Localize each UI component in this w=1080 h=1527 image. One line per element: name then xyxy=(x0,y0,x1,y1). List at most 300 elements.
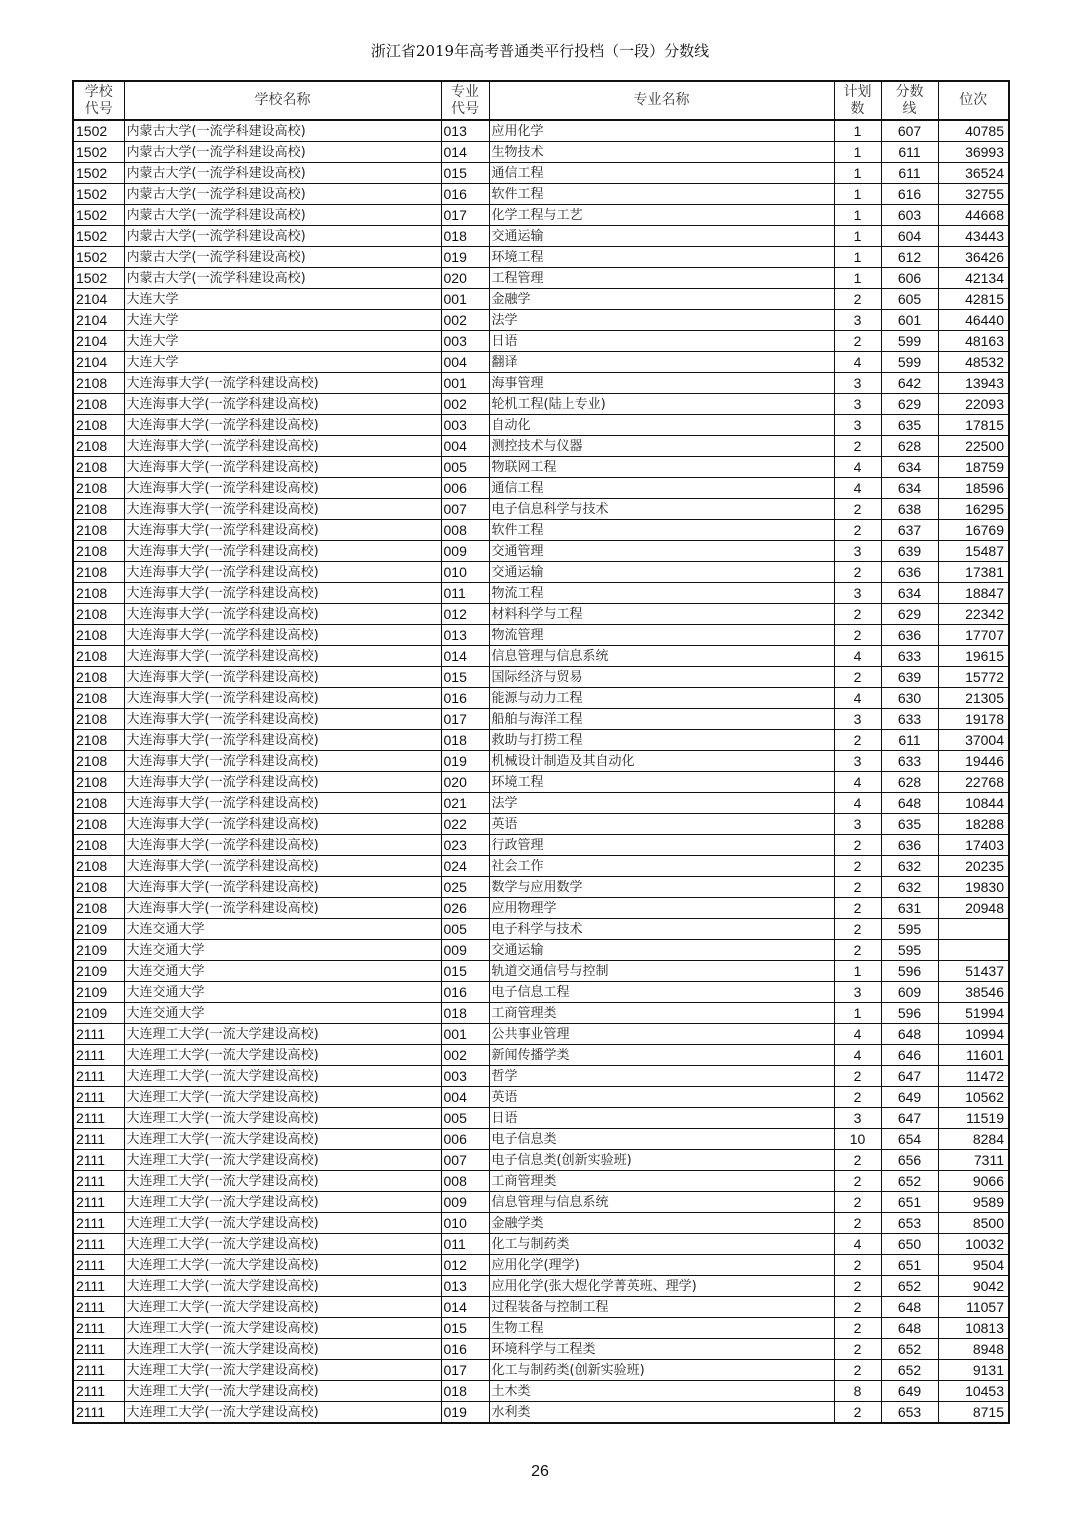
header-rank: 位次 xyxy=(938,81,1009,120)
cell-major-name: 软件工程 xyxy=(489,184,834,205)
cell-school-code: 2108 xyxy=(73,856,124,877)
table-body xyxy=(73,120,1009,1423)
cell-rank: 19178 xyxy=(938,709,1009,730)
cell-rank: 11601 xyxy=(938,1045,1009,1066)
table-row xyxy=(73,1108,1009,1129)
cell-plan: 2 xyxy=(834,856,881,877)
cell-plan: 2 xyxy=(834,1066,881,1087)
cell-rank: 15487 xyxy=(938,541,1009,562)
cell-major-name: 应用化学 xyxy=(489,120,834,142)
cell-plan: 2 xyxy=(834,562,881,583)
cell-major-name: 应用化学(张大煜化学菁英班、理学) xyxy=(489,1276,834,1297)
cell-plan: 1 xyxy=(834,268,881,289)
cell-plan: 4 xyxy=(834,1045,881,1066)
cell-major-code: 019 xyxy=(441,247,489,268)
cell-plan: 2 xyxy=(834,1402,881,1424)
cell-school-code: 2108 xyxy=(73,688,124,709)
cell-school-name: 大连海事大学(一流学科建设高校) xyxy=(124,436,441,457)
cell-major-name: 工程管理 xyxy=(489,268,834,289)
cell-major-code: 020 xyxy=(441,772,489,793)
table-row xyxy=(73,1066,1009,1087)
cell-school-name: 大连海事大学(一流学科建设高校) xyxy=(124,583,441,604)
cell-school-code: 2108 xyxy=(73,520,124,541)
cell-rank: 22342 xyxy=(938,604,1009,625)
cell-school-code: 2108 xyxy=(73,583,124,604)
cell-major-name: 应用化学(理学) xyxy=(489,1255,834,1276)
table-row xyxy=(73,163,1009,184)
cell-school-code: 2104 xyxy=(73,331,124,352)
cell-school-name: 大连理工大学(一流大学建设高校) xyxy=(124,1045,441,1066)
cell-plan: 1 xyxy=(834,205,881,226)
cell-rank: 20948 xyxy=(938,898,1009,919)
cell-major-name: 日语 xyxy=(489,1108,834,1129)
cell-school-code: 2108 xyxy=(73,478,124,499)
cell-major-code: 008 xyxy=(441,1171,489,1192)
cell-school-name: 大连海事大学(一流学科建设高校) xyxy=(124,898,441,919)
cell-major-code: 010 xyxy=(441,562,489,583)
cell-rank xyxy=(938,919,1009,940)
cell-rank: 10844 xyxy=(938,793,1009,814)
cell-score: 651 xyxy=(881,1255,938,1276)
cell-plan: 8 xyxy=(834,1381,881,1402)
table-row xyxy=(73,646,1009,667)
cell-rank: 8715 xyxy=(938,1402,1009,1424)
cell-school-name: 大连理工大学(一流大学建设高校) xyxy=(124,1087,441,1108)
cell-rank: 18847 xyxy=(938,583,1009,604)
cell-school-code: 2108 xyxy=(73,730,124,751)
cell-rank: 22093 xyxy=(938,394,1009,415)
cell-score: 611 xyxy=(881,142,938,163)
table-row xyxy=(73,856,1009,877)
table-row xyxy=(73,793,1009,814)
table-row xyxy=(73,541,1009,562)
cell-plan: 3 xyxy=(834,709,881,730)
table-row xyxy=(73,1087,1009,1108)
cell-major-code: 013 xyxy=(441,1276,489,1297)
cell-major-name: 自动化 xyxy=(489,415,834,436)
cell-rank: 17707 xyxy=(938,625,1009,646)
cell-rank: 18596 xyxy=(938,478,1009,499)
cell-score: 649 xyxy=(881,1381,938,1402)
cell-school-code: 2108 xyxy=(73,751,124,772)
cell-school-name: 内蒙古大学(一流学科建设高校) xyxy=(124,163,441,184)
cell-rank: 22500 xyxy=(938,436,1009,457)
cell-major-name: 轨道交通信号与控制 xyxy=(489,961,834,982)
cell-school-code: 2108 xyxy=(73,562,124,583)
cell-major-code: 002 xyxy=(441,394,489,415)
cell-school-code: 2108 xyxy=(73,373,124,394)
cell-rank: 37004 xyxy=(938,730,1009,751)
header-school-name: 学校名称 xyxy=(124,81,441,120)
table-row xyxy=(73,1129,1009,1150)
cell-score: 648 xyxy=(881,793,938,814)
cell-major-code: 023 xyxy=(441,835,489,856)
cell-rank: 17403 xyxy=(938,835,1009,856)
cell-major-code: 006 xyxy=(441,1129,489,1150)
cell-school-code: 2108 xyxy=(73,877,124,898)
cell-major-name: 交通运输 xyxy=(489,940,834,961)
page-number: 26 xyxy=(531,1463,549,1480)
cell-major-code: 019 xyxy=(441,1402,489,1424)
cell-major-name: 英语 xyxy=(489,814,834,835)
cell-major-code: 014 xyxy=(441,646,489,667)
cell-rank: 9504 xyxy=(938,1255,1009,1276)
cell-school-name: 大连交通大学 xyxy=(124,982,441,1003)
cell-score: 616 xyxy=(881,184,938,205)
cell-major-name: 电子信息类 xyxy=(489,1129,834,1150)
cell-school-code: 2108 xyxy=(73,898,124,919)
cell-plan: 4 xyxy=(834,1024,881,1045)
cell-plan: 2 xyxy=(834,730,881,751)
table-row xyxy=(73,1297,1009,1318)
table-row xyxy=(73,625,1009,646)
cell-major-code: 004 xyxy=(441,352,489,373)
table-row xyxy=(73,1255,1009,1276)
cell-plan: 2 xyxy=(834,919,881,940)
cell-major-code: 011 xyxy=(441,583,489,604)
cell-rank: 32755 xyxy=(938,184,1009,205)
cell-score: 629 xyxy=(881,394,938,415)
cell-major-code: 018 xyxy=(441,1003,489,1024)
cell-plan: 2 xyxy=(834,940,881,961)
cell-score: 632 xyxy=(881,856,938,877)
cell-score: 595 xyxy=(881,919,938,940)
cell-score: 637 xyxy=(881,520,938,541)
cell-school-name: 大连理工大学(一流大学建设高校) xyxy=(124,1255,441,1276)
cell-school-code: 2111 xyxy=(73,1045,124,1066)
cell-plan: 4 xyxy=(834,688,881,709)
table-row xyxy=(73,1276,1009,1297)
cell-school-name: 大连交通大学 xyxy=(124,940,441,961)
cell-plan: 2 xyxy=(834,1150,881,1171)
cell-major-code: 018 xyxy=(441,730,489,751)
cell-major-code: 025 xyxy=(441,877,489,898)
cell-score: 648 xyxy=(881,1024,938,1045)
cell-major-code: 018 xyxy=(441,1381,489,1402)
cell-rank: 9066 xyxy=(938,1171,1009,1192)
cell-major-code: 017 xyxy=(441,205,489,226)
table-row xyxy=(73,1381,1009,1402)
cell-major-code: 012 xyxy=(441,604,489,625)
cell-school-code: 2111 xyxy=(73,1276,124,1297)
table-row xyxy=(73,226,1009,247)
cell-rank: 46440 xyxy=(938,310,1009,331)
cell-plan: 2 xyxy=(834,289,881,310)
cell-major-name: 信息管理与信息系统 xyxy=(489,1192,834,1213)
table-row xyxy=(73,289,1009,310)
cell-major-name: 哲学 xyxy=(489,1066,834,1087)
cell-score: 611 xyxy=(881,163,938,184)
cell-plan: 1 xyxy=(834,961,881,982)
cell-school-code: 2111 xyxy=(73,1024,124,1045)
cell-score: 605 xyxy=(881,289,938,310)
cell-rank: 36993 xyxy=(938,142,1009,163)
cell-plan: 1 xyxy=(834,184,881,205)
cell-rank: 48532 xyxy=(938,352,1009,373)
cell-school-name: 大连理工大学(一流大学建设高校) xyxy=(124,1150,441,1171)
cell-score: 599 xyxy=(881,352,938,373)
cell-plan: 3 xyxy=(834,1108,881,1129)
cell-major-code: 006 xyxy=(441,478,489,499)
cell-plan: 3 xyxy=(834,751,881,772)
cell-rank: 40785 xyxy=(938,120,1009,142)
cell-major-code: 017 xyxy=(441,1360,489,1381)
cell-major-name: 环境工程 xyxy=(489,772,834,793)
cell-plan: 2 xyxy=(834,436,881,457)
cell-school-name: 大连海事大学(一流学科建设高校) xyxy=(124,856,441,877)
cell-score: 595 xyxy=(881,940,938,961)
cell-school-code: 2111 xyxy=(73,1129,124,1150)
cell-plan: 3 xyxy=(834,982,881,1003)
cell-major-name: 日语 xyxy=(489,331,834,352)
cell-major-name: 法学 xyxy=(489,793,834,814)
cell-rank: 44668 xyxy=(938,205,1009,226)
cell-major-code: 009 xyxy=(441,940,489,961)
cell-major-name: 过程装备与控制工程 xyxy=(489,1297,834,1318)
cell-major-name: 电子信息工程 xyxy=(489,982,834,1003)
cell-plan: 2 xyxy=(834,667,881,688)
cell-major-name: 交通运输 xyxy=(489,562,834,583)
table-row xyxy=(73,814,1009,835)
table-row xyxy=(73,604,1009,625)
table-row xyxy=(73,982,1009,1003)
cell-school-code: 2109 xyxy=(73,982,124,1003)
table-row xyxy=(73,709,1009,730)
cell-plan: 2 xyxy=(834,1192,881,1213)
cell-school-name: 大连交通大学 xyxy=(124,961,441,982)
cell-school-code: 2111 xyxy=(73,1108,124,1129)
cell-major-name: 法学 xyxy=(489,310,834,331)
cell-score: 604 xyxy=(881,226,938,247)
cell-school-name: 大连理工大学(一流大学建设高校) xyxy=(124,1066,441,1087)
cell-school-name: 大连海事大学(一流学科建设高校) xyxy=(124,457,441,478)
cell-major-code: 017 xyxy=(441,709,489,730)
cell-major-name: 化工与制药类 xyxy=(489,1234,834,1255)
cell-score: 652 xyxy=(881,1339,938,1360)
cell-major-name: 英语 xyxy=(489,1087,834,1108)
table-row xyxy=(73,478,1009,499)
cell-school-name: 大连海事大学(一流学科建设高校) xyxy=(124,772,441,793)
cell-major-name: 轮机工程(陆上专业) xyxy=(489,394,834,415)
cell-school-code: 2109 xyxy=(73,961,124,982)
cell-rank: 19446 xyxy=(938,751,1009,772)
cell-score: 656 xyxy=(881,1150,938,1171)
cell-score: 652 xyxy=(881,1360,938,1381)
cell-score: 636 xyxy=(881,625,938,646)
cell-school-name: 大连理工大学(一流大学建设高校) xyxy=(124,1234,441,1255)
cell-score: 636 xyxy=(881,835,938,856)
cell-school-code: 2108 xyxy=(73,646,124,667)
cell-major-code: 016 xyxy=(441,982,489,1003)
cell-major-code: 019 xyxy=(441,751,489,772)
cell-rank: 22768 xyxy=(938,772,1009,793)
cell-school-code: 2108 xyxy=(73,625,124,646)
cell-rank: 10032 xyxy=(938,1234,1009,1255)
cell-major-name: 海事管理 xyxy=(489,373,834,394)
cell-school-name: 大连理工大学(一流大学建设高校) xyxy=(124,1171,441,1192)
cell-rank: 11519 xyxy=(938,1108,1009,1129)
score-table xyxy=(72,80,1010,1424)
cell-major-code: 014 xyxy=(441,1297,489,1318)
cell-rank: 21305 xyxy=(938,688,1009,709)
cell-school-name: 大连海事大学(一流学科建设高校) xyxy=(124,835,441,856)
cell-school-code: 2111 xyxy=(73,1150,124,1171)
cell-school-code: 2108 xyxy=(73,394,124,415)
cell-school-code: 2109 xyxy=(73,919,124,940)
cell-major-code: 011 xyxy=(441,1234,489,1255)
cell-major-name: 金融学 xyxy=(489,289,834,310)
table-row xyxy=(73,1045,1009,1066)
table-row xyxy=(73,772,1009,793)
cell-school-name: 大连海事大学(一流学科建设高校) xyxy=(124,604,441,625)
cell-school-code: 2111 xyxy=(73,1381,124,1402)
cell-score: 633 xyxy=(881,709,938,730)
cell-major-name: 物流工程 xyxy=(489,583,834,604)
cell-major-name: 社会工作 xyxy=(489,856,834,877)
cell-plan: 2 xyxy=(834,1339,881,1360)
cell-major-name: 能源与动力工程 xyxy=(489,688,834,709)
cell-rank: 8948 xyxy=(938,1339,1009,1360)
cell-major-code: 007 xyxy=(441,499,489,520)
table-row xyxy=(73,205,1009,226)
cell-plan: 2 xyxy=(834,835,881,856)
cell-rank xyxy=(938,940,1009,961)
cell-school-name: 大连理工大学(一流大学建设高校) xyxy=(124,1360,441,1381)
cell-school-name: 大连海事大学(一流学科建设高校) xyxy=(124,562,441,583)
table-row xyxy=(73,436,1009,457)
cell-school-code: 2111 xyxy=(73,1255,124,1276)
table-row xyxy=(73,1234,1009,1255)
header-plan: 计划 数 xyxy=(834,81,881,120)
table-row xyxy=(73,120,1009,142)
cell-school-code: 2111 xyxy=(73,1297,124,1318)
cell-major-name: 工商管理类 xyxy=(489,1171,834,1192)
cell-major-code: 012 xyxy=(441,1255,489,1276)
cell-score: 654 xyxy=(881,1129,938,1150)
cell-school-name: 大连理工大学(一流大学建设高校) xyxy=(124,1024,441,1045)
cell-plan: 2 xyxy=(834,898,881,919)
cell-score: 646 xyxy=(881,1045,938,1066)
cell-score: 638 xyxy=(881,499,938,520)
cell-score: 633 xyxy=(881,646,938,667)
cell-major-name: 材料科学与工程 xyxy=(489,604,834,625)
cell-school-name: 内蒙古大学(一流学科建设高校) xyxy=(124,184,441,205)
cell-school-code: 2111 xyxy=(73,1360,124,1381)
table-row xyxy=(73,1339,1009,1360)
cell-major-code: 001 xyxy=(441,289,489,310)
cell-major-code: 004 xyxy=(441,1087,489,1108)
cell-plan: 2 xyxy=(834,1255,881,1276)
table-row xyxy=(73,394,1009,415)
page-title: 浙江省2019年高考普通类平行投档（一段）分数线 xyxy=(370,42,710,60)
cell-major-name: 数学与应用数学 xyxy=(489,877,834,898)
cell-score: 631 xyxy=(881,898,938,919)
cell-major-name: 生物工程 xyxy=(489,1318,834,1339)
cell-major-name: 测控技术与仪器 xyxy=(489,436,834,457)
header-major-code: 专业 代号 xyxy=(441,81,489,120)
cell-plan: 3 xyxy=(834,373,881,394)
cell-rank: 8284 xyxy=(938,1129,1009,1150)
cell-school-name: 大连海事大学(一流学科建设高校) xyxy=(124,709,441,730)
cell-school-code: 2108 xyxy=(73,772,124,793)
table-row xyxy=(73,1003,1009,1024)
cell-plan: 3 xyxy=(834,394,881,415)
cell-plan: 1 xyxy=(834,226,881,247)
cell-school-name: 大连海事大学(一流学科建设高校) xyxy=(124,814,441,835)
cell-major-code: 016 xyxy=(441,1339,489,1360)
cell-rank: 7311 xyxy=(938,1150,1009,1171)
cell-major-name: 通信工程 xyxy=(489,478,834,499)
cell-school-name: 大连海事大学(一流学科建设高校) xyxy=(124,688,441,709)
cell-school-name: 大连海事大学(一流学科建设高校) xyxy=(124,751,441,772)
table-row xyxy=(73,247,1009,268)
cell-plan: 4 xyxy=(834,646,881,667)
cell-score: 599 xyxy=(881,331,938,352)
cell-school-name: 大连理工大学(一流大学建设高校) xyxy=(124,1192,441,1213)
cell-major-name: 翻译 xyxy=(489,352,834,373)
cell-school-name: 大连海事大学(一流学科建设高校) xyxy=(124,478,441,499)
cell-score: 601 xyxy=(881,310,938,331)
cell-rank: 17815 xyxy=(938,415,1009,436)
cell-plan: 10 xyxy=(834,1129,881,1150)
cell-plan: 1 xyxy=(834,142,881,163)
cell-school-name: 大连海事大学(一流学科建设高校) xyxy=(124,541,441,562)
cell-major-name: 机械设计制造及其自动化 xyxy=(489,751,834,772)
cell-score: 607 xyxy=(881,120,938,142)
cell-school-code: 2109 xyxy=(73,1003,124,1024)
cell-major-code: 009 xyxy=(441,1192,489,1213)
cell-school-code: 2108 xyxy=(73,604,124,625)
cell-school-name: 内蒙古大学(一流学科建设高校) xyxy=(124,247,441,268)
cell-plan: 1 xyxy=(834,247,881,268)
cell-major-name: 交通运输 xyxy=(489,226,834,247)
cell-score: 653 xyxy=(881,1213,938,1234)
cell-rank: 18288 xyxy=(938,814,1009,835)
cell-plan: 2 xyxy=(834,520,881,541)
cell-major-code: 024 xyxy=(441,856,489,877)
cell-rank: 9589 xyxy=(938,1192,1009,1213)
cell-school-name: 内蒙古大学(一流学科建设高校) xyxy=(124,205,441,226)
table-header-row xyxy=(73,81,1009,120)
cell-school-name: 内蒙古大学(一流学科建设高校) xyxy=(124,226,441,247)
cell-major-name: 生物技术 xyxy=(489,142,834,163)
cell-major-code: 003 xyxy=(441,1066,489,1087)
table-row xyxy=(73,1192,1009,1213)
cell-school-code: 2108 xyxy=(73,667,124,688)
cell-plan: 1 xyxy=(834,120,881,142)
cell-school-code: 2108 xyxy=(73,436,124,457)
table-row xyxy=(73,898,1009,919)
cell-score: 634 xyxy=(881,478,938,499)
cell-school-code: 2111 xyxy=(73,1339,124,1360)
cell-school-name: 大连大学 xyxy=(124,289,441,310)
cell-rank: 11057 xyxy=(938,1297,1009,1318)
table-row xyxy=(73,1360,1009,1381)
table-row xyxy=(73,688,1009,709)
cell-score: 649 xyxy=(881,1087,938,1108)
cell-score: 596 xyxy=(881,961,938,982)
cell-major-code: 021 xyxy=(441,793,489,814)
cell-plan: 2 xyxy=(834,499,881,520)
cell-major-name: 电子信息类(创新实验班) xyxy=(489,1150,834,1171)
cell-rank: 43443 xyxy=(938,226,1009,247)
table-row xyxy=(73,562,1009,583)
cell-rank: 18759 xyxy=(938,457,1009,478)
cell-plan: 3 xyxy=(834,541,881,562)
cell-plan: 2 xyxy=(834,1213,881,1234)
cell-major-name: 公共事业管理 xyxy=(489,1024,834,1045)
cell-school-code: 2109 xyxy=(73,940,124,961)
